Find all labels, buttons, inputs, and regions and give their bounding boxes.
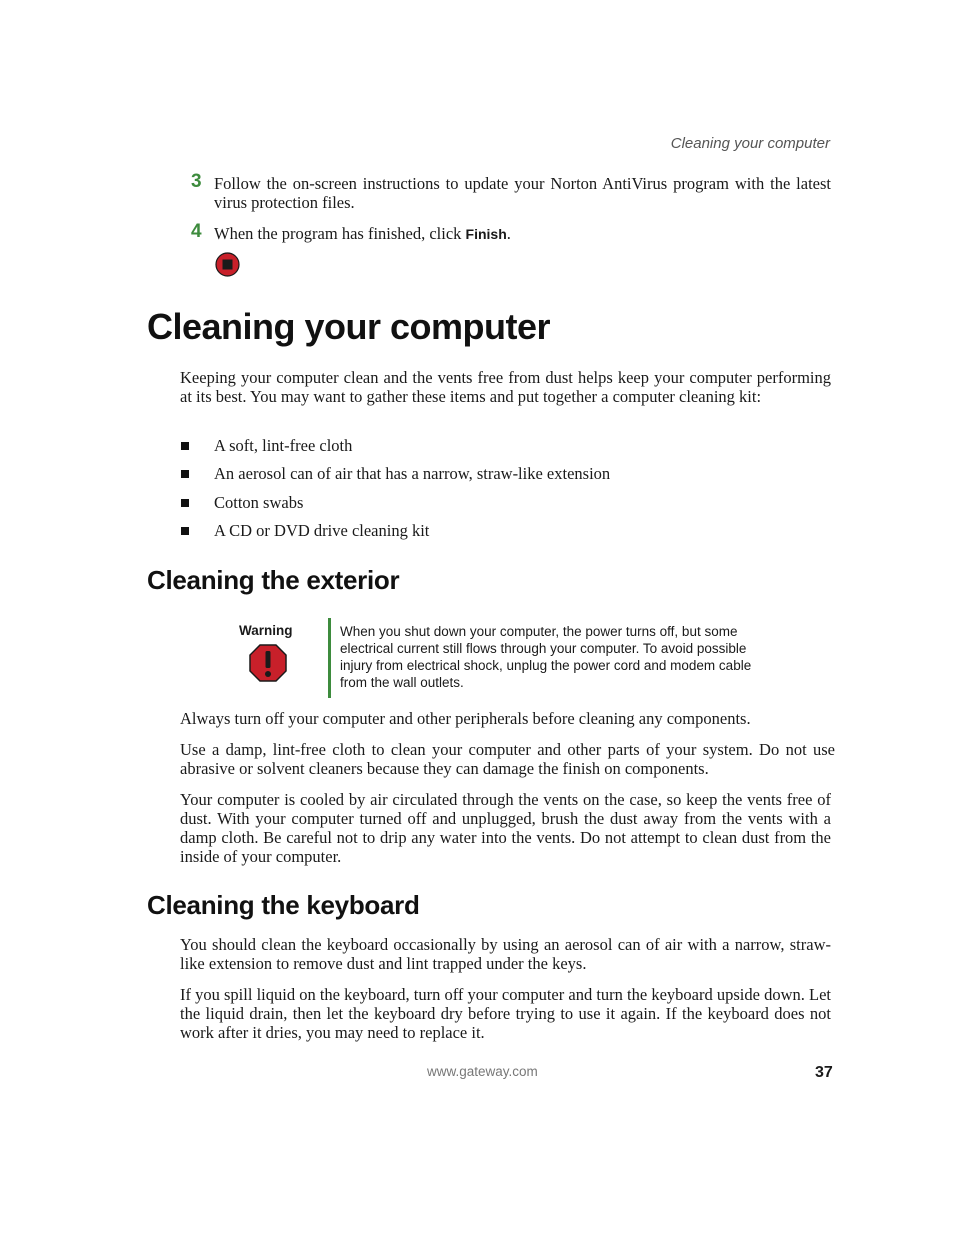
page-number: 37 [815,1064,833,1081]
step-text-4-after: . [506,224,511,243]
keyboard-paragraph-2: If you spill liquid on the keyboard, turn off your computer and turn the keyboard upside down. Let the liquid drain, then let the keyboard dry before trying to use it again. If the keyboard does not work after it dries, you may need to replace it. [180,985,831,1042]
warning-text: When you shut down your computer, the power turns off, but some electrical current still flows through your computer. To avoid possible injury from electrical shock, unplug the power cord and modem cable from the wall outlets. [340,624,752,690]
step-text-4 [214,224,831,244]
exterior-paragraph-1: Always turn off your computer and other peripherals before cleaning any components. [180,709,751,728]
exterior-paragraph-2: Use a damp, lint-free cloth to clean your computer and other parts of your system. Do not use abrasive or solvent cleaners because they can damage the finish on components. [180,740,835,778]
page-title: Cleaning your computer [147,306,551,347]
footer-url: www.gateway.com [427,1064,538,1079]
step-text-3: Follow the on-screen instructions to update your Norton AntiVirus program with the latest virus protection files. [214,174,831,212]
running-head: Cleaning your computer [670,135,830,152]
list-item: Cotton swabs [214,493,304,512]
list-item: An aerosol can of air that has a narrow, straw-like extension [214,464,611,483]
stop-icon [215,252,240,277]
intro-paragraph: Keeping your computer clean and the vents free from dust helps keep your computer performing at its best. You may want to gather these items and put together a computer cleaning kit: [180,368,831,406]
keyboard-paragraph-1: You should clean the keyboard occasionally by using an aerosol can of air with a narrow, straw-like extension to remove dust and lint trapped under the keys. [180,935,831,973]
bullet-marker [181,470,189,478]
bullet-marker [181,499,189,507]
bullet-marker [181,442,189,450]
list-item: A soft, lint-free cloth [214,436,353,455]
finish-label: Finish [465,226,507,242]
keyboard-heading: Cleaning the keyboard [147,890,420,920]
list-item: A CD or DVD drive cleaning kit [214,521,430,540]
warning-divider [328,618,331,698]
exterior-paragraph-3: Your computer is cooled by air circulated through the vents on the case, so keep the vents free of dust. With your computer turned off and unplugged, brush the dust away from the vents with a damp cloth. Be careful not to drip any water into the vents. Do not attempt to clean dust from the inside of your computer. [180,790,831,866]
step-text-4-before: When the program has finished, click [214,224,466,243]
warning-icon [249,644,287,682]
exterior-heading: Cleaning the exterior [147,565,400,595]
step-number-4: 4 [191,221,202,242]
bullet-marker [181,527,189,535]
warning-label: Warning [239,623,293,638]
step-number-3: 3 [191,171,202,192]
